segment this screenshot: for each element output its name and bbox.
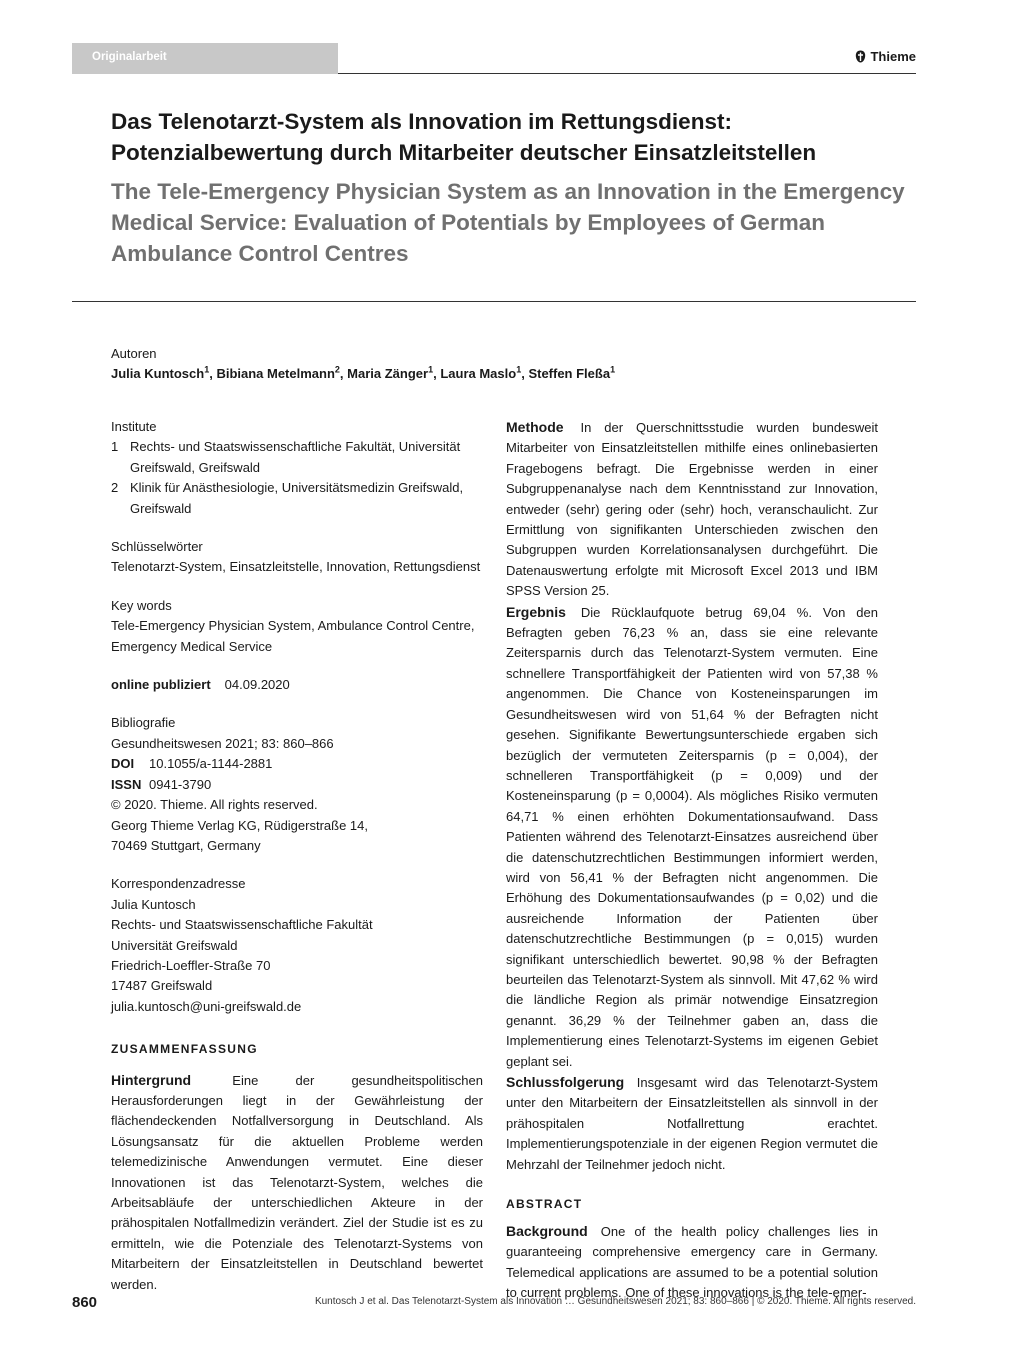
bibliography-doi xyxy=(111,754,483,774)
author-affiliation: 1 xyxy=(516,365,522,376)
issn-label: ISSN xyxy=(111,776,142,792)
keywords-en-heading: Key words xyxy=(111,597,172,613)
institutes-block xyxy=(111,417,483,519)
ergebnis-paragraph xyxy=(506,602,878,1072)
institute-number: 1 xyxy=(111,439,119,455)
bibliography-journal: Gesundheitswesen 2021; 83: 860–866 xyxy=(111,735,334,751)
published-date: 04.09.2020 xyxy=(224,677,290,693)
author-name: Laura Maslo xyxy=(440,366,517,382)
correspondence-email[interactable]: julia.kuntosch@uni-greifswald.de xyxy=(111,998,302,1014)
background-paragraph xyxy=(506,1221,878,1304)
correspondence-line: Universität Greifswald xyxy=(111,937,238,953)
background-label: Background xyxy=(506,1223,588,1240)
author-name: Steffen Fleßa xyxy=(528,366,611,382)
schluss-text: Insgesamt wird das Telenotarzt-System unter den Mitarbeitern der Einsatzleitstellen als sinnvoll in der prähospitalen Notfallrettung erachtet. Implementierungspotenziale in der eigenen Region vermutet die Mehrzahl der Teilnehmer jedoch nicht. xyxy=(506,1075,878,1172)
title-rule xyxy=(72,301,916,302)
keywords-en-text: Tele-Emergency Physician System, Ambulance Control Centre, Emergency Medical Service xyxy=(111,618,475,654)
correspondence-line: Julia Kuntosch xyxy=(111,896,196,912)
published-label: online publiziert xyxy=(111,677,211,693)
issn-value: 0941-3790 xyxy=(149,776,212,792)
author-affiliation: 2 xyxy=(334,365,340,376)
correspondence-block xyxy=(111,874,483,1017)
correspondence-line: 17487 Greifswald xyxy=(111,978,213,994)
methode-paragraph xyxy=(506,417,878,602)
authors-list: Julia Kuntosch$^1$, Bibiana Metelmann$^2$, Maria Zänger$^1$, Laura Maslo$^1$, Steffen Fleßa$^1$ xyxy=(111,365,616,382)
left-column xyxy=(111,417,483,1295)
institute-text: Rechts- und Staatswissenschaftliche Fakultät, Universität Greifswald, Greifswald xyxy=(130,439,461,475)
abstract-heading: ABSTRACT xyxy=(506,1197,583,1212)
doi-label: DOI xyxy=(111,756,135,772)
institute-item xyxy=(111,478,483,519)
doi-value[interactable]: 10.1055/a-1144-2881 xyxy=(149,756,273,772)
thieme-logo-icon xyxy=(855,50,866,63)
authors-heading: Autoren xyxy=(111,346,157,361)
keywords-en-block xyxy=(111,596,483,657)
keywords-de-heading: Schlüsselwörter xyxy=(111,539,203,555)
correspondence-line: Rechts- und Staatswissenschaftliche Fakultät xyxy=(111,917,373,933)
article-type-tag xyxy=(72,43,338,74)
author-name: Bibiana Metelmann xyxy=(216,366,335,382)
page-number: 860 xyxy=(72,1294,98,1311)
authors-block xyxy=(111,344,891,385)
methode-label: Methode xyxy=(506,419,564,435)
bibliography-publisher-line2: 70469 Stuttgart, Germany xyxy=(111,837,261,853)
institute-item xyxy=(111,437,483,478)
keywords-de-block xyxy=(111,537,483,578)
background-text: One of the health policy challenges lies in guaranteeing comprehensive emergency care in Germany. Telemedical applications are assumed to be a potential solution to current problems. One of these innovations is the tele-emer- xyxy=(506,1224,878,1301)
header-rule xyxy=(338,73,916,74)
right-column xyxy=(506,417,878,1304)
institutes-heading: Institute xyxy=(111,419,157,434)
institute-text: Klinik für Anästhesiologie, Universitätsmedizin Greifswald, Greifswald xyxy=(130,480,464,516)
author-name: Maria Zänger xyxy=(347,366,429,382)
footer-citation: Kuntosch J et al. Das Telenotarzt-System als Innovation … Gesundheitswesen 2021; 83: 860–866 | © 2020. Thieme. All rights reserved. xyxy=(314,1296,916,1307)
publisher-logo xyxy=(855,49,916,64)
methode-text: In der Querschnittsstudie wurden bundesweit Mitarbeiter von Einsatzleitstellen mithilfe eines onlinebasierten Fragebogens befragt. Die Ergebnisse werden in einer Subgruppenanalyse nach dem Kenntnisstand zur Innovation, entweder (sehr) gering oder (sehr) hoch, veranschaulicht. Zur Ermittlung von signifikanten Unterschieden zwischen den Subgruppen wurden Korrelationsanalysen durchgeführt. Die Datenauswertung erfolgte mit Microsoft Excel 2013 und IBM SPSS Version 25. xyxy=(506,420,878,599)
article-type-label: Originalarbeit xyxy=(92,51,167,63)
author-name: Julia Kuntosch xyxy=(111,366,205,382)
bibliography-publisher-line1: Georg Thieme Verlag KG, Rüdigerstraße 14, xyxy=(111,817,368,833)
institute-number: 2 xyxy=(111,480,119,496)
schluss-label: Schlussfolgerung xyxy=(506,1074,625,1090)
author-affiliation: 1 xyxy=(610,365,616,376)
author-affiliation: 1 xyxy=(204,365,210,376)
bibliography-heading: Bibliografie xyxy=(111,715,176,731)
bibliography-block xyxy=(111,713,483,856)
keywords-de-text: Telenotarzt-System, Einsatzleitstelle, Innovation, Rettungsdienst xyxy=(111,559,481,575)
correspondence-heading: Korrespondenzadresse xyxy=(111,876,246,892)
ergebnis-text: Die Rücklaufquote betrug 69,04 %. Von den Befragten geben 76,23 % an, dass sie eine relevante Zeitersparnis durch das Telenotarzt-System vermuten. Eine schnellere Transportfähigkeit der Patienten wird von 57,38 % angenommen. Die Chance von Kosteneinsparungen im Gesundheitswesen wird von 51,64 % der Befragten nicht gesehen. Signifikante Bewertungsunterschiede ergaben sich bezüglich der vermuteten Zeitersparnis (p = 0,004), der schnelleren Transportfähigkeit (p = 0,009) und der Kosteneinsparung (p = 0,0004). Als mögliches Risiko vermuten 64,71 % einen erhöhten Dokumentationsaufwand. Dass Patienten während des Telenotarzt-Einsatzes ausreichend über die datenschutzrechtlichen Bestimmungen informiert werden, wird von 56,41 % der Befragten nicht angenommen. Die Erhöhung des Dokumentationsaufwandes (p = 0,02) und die ausreichende Information der Patienten über datenschutzrechtliche Bestimmungen (p = 0,015) wurden signifikant unterschiedlich bewertet. 90,98 % der Befragten beurteilen das Telenotarzt-System als sinnvoll. Mit 47,62 % wird die ländliche Region als primär notwendige Einsatzregion genannt. 36,29 % der Teilnehmer gaben an, dass die Implementierung eines Telenotarzt-Systems im eigenen Gebiet geplant sei. xyxy=(506,604,878,1069)
bibliography-copyright: © 2020. Thieme. All rights reserved. xyxy=(111,797,318,813)
author-affiliation: 1 xyxy=(428,365,434,376)
zusammenfassung-heading: ZUSAMMENFASSUNG xyxy=(111,1042,258,1057)
hintergrund-text: Eine der gesundheitspolitischen Herausforderungen liegt in der Gewährleistung der flächendeckenden Notfallversorgung in Deutschland. Als Lösungsansatz für die aktuellen Probleme werden telemedizinische Anwendungen vermutet. Eine dieser Innovationen ist das Telenotarzt-System, welches die Arbeitsabläufe der unterschiedlichen Akteure in der prähospitalen Notfallmedizin verändert. Ziel der Studie ist es zu ermitteln, wie die Potenziale des Telenotarzt-Systems von Mitarbeitern der Einsatzleitstellen in Deutschland bewertet werden. xyxy=(111,1072,483,1292)
correspondence-line: Friedrich-Loeffler-Straße 70 xyxy=(111,957,271,973)
ergebnis-label: Ergebnis xyxy=(506,603,566,620)
published-block xyxy=(111,675,483,695)
hintergrund-label: Hintergrund xyxy=(111,1071,192,1088)
title-german: Das Telenotarzt-System als Innovation im Rettungsdienst: Potenzialbewertung durch Mitarbeiter deutscher Einsatzleitstellen xyxy=(111,109,817,165)
bibliography-issn xyxy=(111,775,483,795)
title-english: The Tele-Emergency Physician System as an Innovation in the Emergency Medical Service: Evaluation of Potentials by Employees of German Ambulance Control Centres xyxy=(111,179,905,266)
hintergrund-paragraph xyxy=(111,1070,483,1295)
schluss-paragraph xyxy=(506,1072,878,1175)
publisher-name: Thieme xyxy=(870,49,916,64)
